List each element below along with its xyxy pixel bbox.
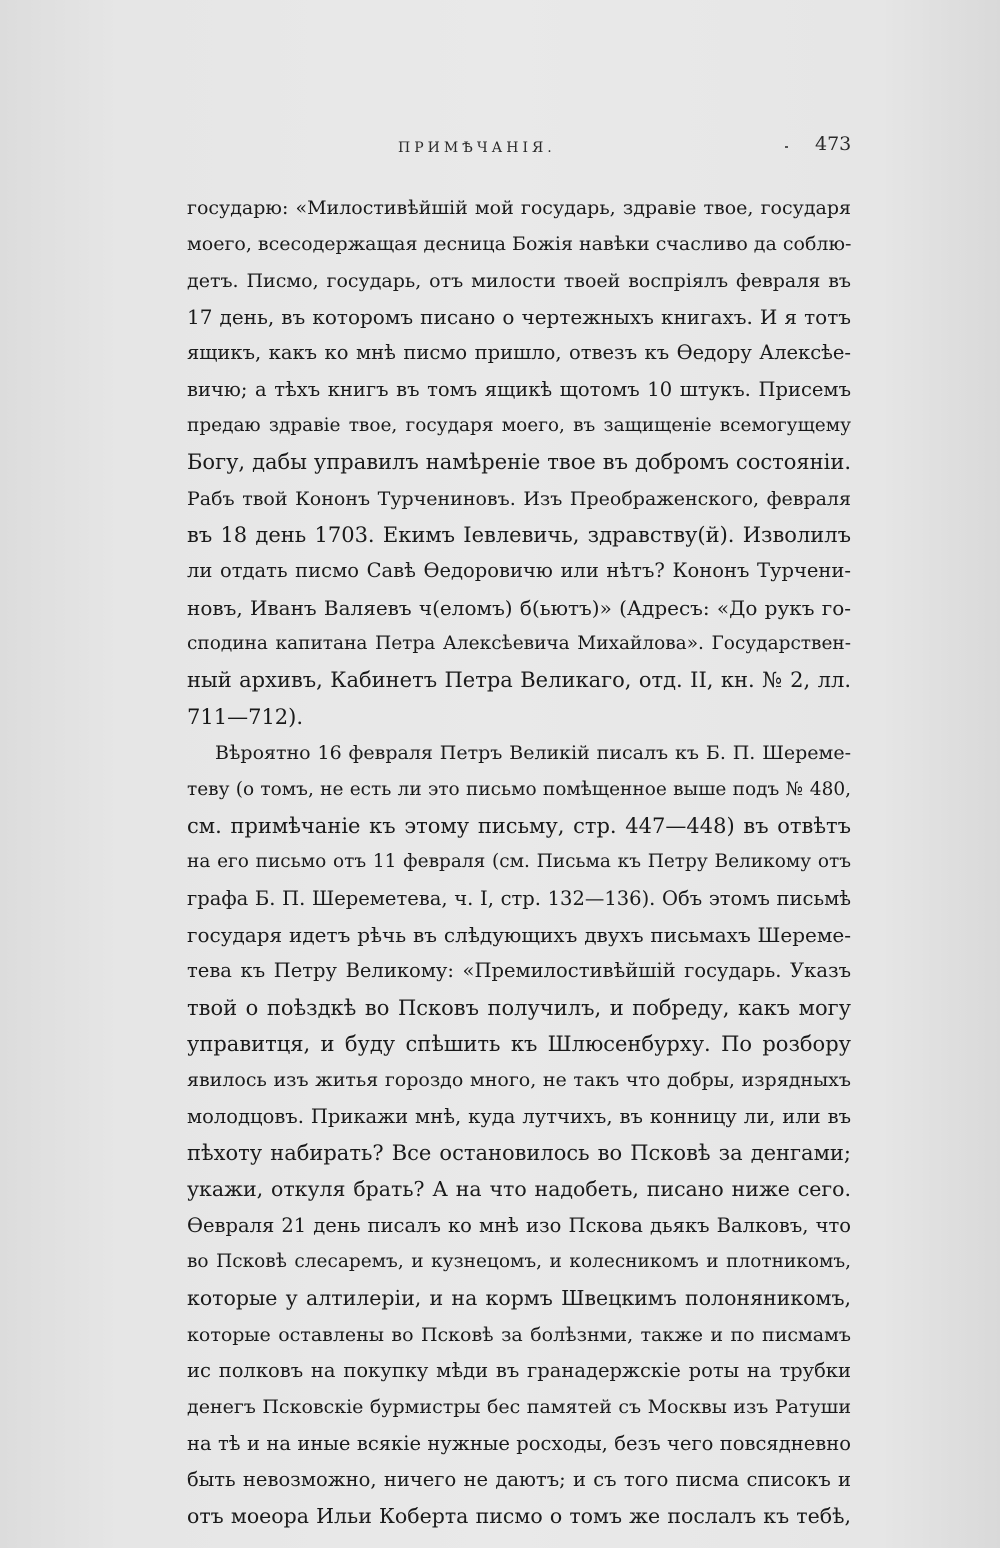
- running-head: ПРИМѢЧАНІЯ.: [398, 140, 556, 156]
- text-line: денегъ Псковскіе бурмистры бес памятей съ Москвы изъ Ратуши: [187, 1396, 851, 1419]
- text-line: ли отдать писмо Савѣ Ѳедоровичю или нѣтъ? Кононъ Турчени-: [187, 559, 851, 583]
- text-line: которые у алтилеріи, и на кормъ Швецкимъ полоняникомъ,: [187, 1286, 851, 1311]
- text-line: укажи, откуля брать? А на что надобеть, писано ниже сего.: [187, 1177, 851, 1202]
- text-line: графа Б. П. Шереметева, ч. I, стр. 132—136). Объ этомъ письмѣ: [187, 886, 851, 910]
- text-line: пѣхоту набирать? Все остановилось во Псковѣ за денгами;: [187, 1140, 851, 1165]
- text-line: государю: «Милостивѣйшій мой государь, здравіе твое, государя: [187, 197, 851, 219]
- text-line: Ѳевраля 21 день писалъ ко мнѣ изо Пскова дьякъ Валковъ, что: [187, 1213, 851, 1237]
- text-line: 711—712).: [187, 704, 304, 729]
- text-line: молодцовъ. Прикажи мнѣ, куда лутчихъ, въ конницу ли, или въ: [187, 1104, 851, 1128]
- body-text: [187, 190, 851, 1535]
- text-line: тева къ Петру Великому: «Премилостивѣйшій государь. Указъ: [187, 959, 851, 983]
- text-line: 17 день, въ которомъ писано о чертежныхъ книгахъ. И я тотъ: [187, 305, 851, 330]
- text-line: новъ, Иванъ Валяевъ ч(еломъ) б(ьютъ)» (Адресъ: «До рукъ го-: [187, 595, 851, 620]
- page-number: 473: [815, 133, 852, 155]
- paragraph-start-line: Вѣроятно 16 февраля Петръ Великій писалъ къ Б. П. Шереме-: [215, 742, 851, 765]
- text-line: вичю; а тѣхъ книгъ въ томъ ящикѣ щотомъ 10 штукъ. Присемъ: [187, 377, 851, 401]
- text-line: управитця, и буду спѣшить къ Шлюсенбурху. По розбору: [187, 1031, 851, 1056]
- text-line: детъ. Писмо, государь, отъ милости твоей воспріялъ февраля въ: [187, 269, 851, 292]
- text-line: на тѣ и на иные всякіе нужные росходы, безъ чего повсядневно: [187, 1431, 851, 1455]
- text-line: см. примѣчаніе къ этому письму, стр. 447—448) въ отвѣтъ: [187, 813, 851, 838]
- text-line: на его письмо отъ 11 февраля (см. Письма къ Петру Великому отъ: [187, 851, 851, 873]
- text-line: отъ моеора Ильи Коберта писмо о томъ же послалъ къ тебѣ,: [187, 1504, 851, 1529]
- text-line: сподина капитана Петра Алексѣевича Михайлова». Государствен-: [187, 633, 851, 655]
- text-line: ный архивъ, Кабинетъ Петра Великаго, отд. II, кн. № 2, лл.: [187, 668, 851, 693]
- text-line: теву (о томъ, не есть ли это письмо помѣщенное выше подъ № 480,: [187, 778, 851, 800]
- text-line: ящикъ, какъ ко мнѣ писмо пришло, отвезъ къ Ѳедору Алексѣе-: [187, 341, 851, 365]
- text-line: которые оставлены во Псковѣ за болѣзнми, также и по писмамъ: [187, 1323, 851, 1346]
- text-line: твой о поѣздкѣ во Псковъ получилъ, и побреду, какъ могу: [187, 995, 851, 1020]
- text-line: во Псковѣ слесаремъ, и кузнецомъ, и колесникомъ и плотникомъ,: [187, 1250, 851, 1272]
- text-line: Богу, дабы управилъ намѣреніе твое въ добромъ состояніи.: [187, 450, 851, 475]
- text-line: въ 18 день 1703. Екимъ Іевлевичь, здравству(й). Изволилъ: [187, 523, 851, 548]
- text-line: явилось изъ житья гороздо много, не такъ что добры, изрядныхъ: [187, 1069, 851, 1092]
- text-line: предаю здравіе твое, государя моего, въ защищеніе всемогущему: [187, 415, 851, 437]
- text-line: быть невозможно, ничего не даютъ; и съ того писма списокъ и: [187, 1468, 851, 1492]
- text-line: ис полковъ на покупку мѣди въ гранадержскіе роты на трубки: [187, 1359, 851, 1382]
- text-line: государя идетъ рѣчь въ слѣдующихъ двухъ письмахъ Шереме-: [187, 922, 851, 947]
- printer-mark: [785, 146, 788, 148]
- text-line: моего, всесодержащая десница Божія навѣки счасливо да соблю-: [187, 233, 851, 256]
- text-line: Рабъ твой Кононъ Турчениновъ. Изъ Преображенского, февраля: [187, 487, 851, 510]
